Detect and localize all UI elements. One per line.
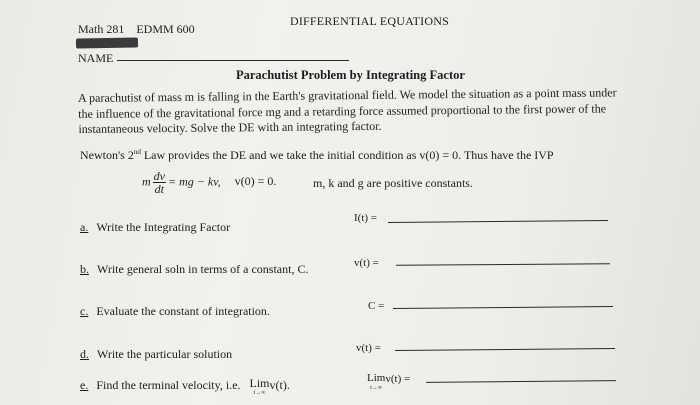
limit-expression xyxy=(250,378,270,398)
newton-ordinal: nd xyxy=(133,148,141,156)
question-letter: c. xyxy=(80,304,89,318)
limit-subscript: t→∞ xyxy=(253,390,266,396)
intro-paragraph: A parachutist of mass m is falling in the Earth's gravitational field. We model the situation as a point mass under the influence of the gravitational force mg and a retarding force assumed proportional to the first power of the instantaneous velocity. Solve the DE with an integrating factor. xyxy=(78,85,617,136)
question-d xyxy=(80,347,232,362)
answer-line-e[interactable] xyxy=(426,380,616,383)
answer-line-b[interactable] xyxy=(396,263,610,265)
subject-heading: DIFFERENTIAL EQUATIONS xyxy=(290,14,449,28)
answer-label-a: I(t) = xyxy=(354,212,377,224)
eq-initial-condition: v(0) = 0. xyxy=(234,174,277,189)
name-label: NAME xyxy=(78,51,114,65)
question-text: Find the terminal velocity, i.e. xyxy=(96,378,241,392)
eq-numerator: dv xyxy=(153,169,165,183)
answer-label-c: C = xyxy=(368,300,385,312)
answer-label-d: v(t) = xyxy=(356,342,381,354)
answer-label-b: v(t) = xyxy=(354,257,379,269)
question-text: Evaluate the constant of integration. xyxy=(96,304,270,318)
answer-limit-function: v(t) = xyxy=(385,373,411,385)
ivp-equation xyxy=(142,170,276,195)
question-letter: e. xyxy=(80,378,89,392)
question-text: Write general soln in terms of a constant, C. xyxy=(97,262,309,276)
redaction-mark xyxy=(76,37,138,48)
answer-limit-word: Lim xyxy=(367,372,386,384)
question-text: Write the particular solution xyxy=(97,347,233,361)
problem-title: Parachutist Problem by Integrating Factor xyxy=(236,68,465,82)
question-letter: d. xyxy=(80,347,89,361)
newton-law-line xyxy=(80,148,554,163)
answer-limit xyxy=(367,373,385,393)
question-text: Write the Integrating Factor xyxy=(96,220,231,234)
question-letter: b. xyxy=(80,262,89,276)
eq-denominator: dt xyxy=(154,182,164,196)
question-b xyxy=(80,262,308,277)
question-c xyxy=(80,304,270,319)
newton-text-end: Law provides the DE and we take the initial condition as v(0) = 0. Thus have the IVP xyxy=(140,148,554,162)
answer-limit-subscript: t→∞ xyxy=(370,385,383,391)
newton-text-start: Newton's 2 xyxy=(80,148,134,162)
answer-label-e xyxy=(367,373,410,393)
eq-mass: m xyxy=(142,174,151,189)
course-header xyxy=(78,22,195,37)
answer-line-d[interactable] xyxy=(395,348,615,351)
name-line[interactable] xyxy=(117,60,349,61)
question-e xyxy=(80,378,290,398)
eq-rhs: = mg − kv, xyxy=(168,174,221,189)
course-number: Math 281 xyxy=(78,22,125,36)
question-letter: a. xyxy=(80,220,89,234)
course-section: EDMM 600 xyxy=(136,22,195,36)
constants-note: m, k and g are positive constants. xyxy=(313,176,473,190)
limit-function: v(t). xyxy=(269,378,290,392)
limit-word: Lim xyxy=(249,376,270,390)
question-a xyxy=(80,220,230,235)
answer-line-c[interactable] xyxy=(393,306,613,309)
eq-derivative xyxy=(153,170,166,195)
answer-line-a[interactable] xyxy=(388,220,608,223)
